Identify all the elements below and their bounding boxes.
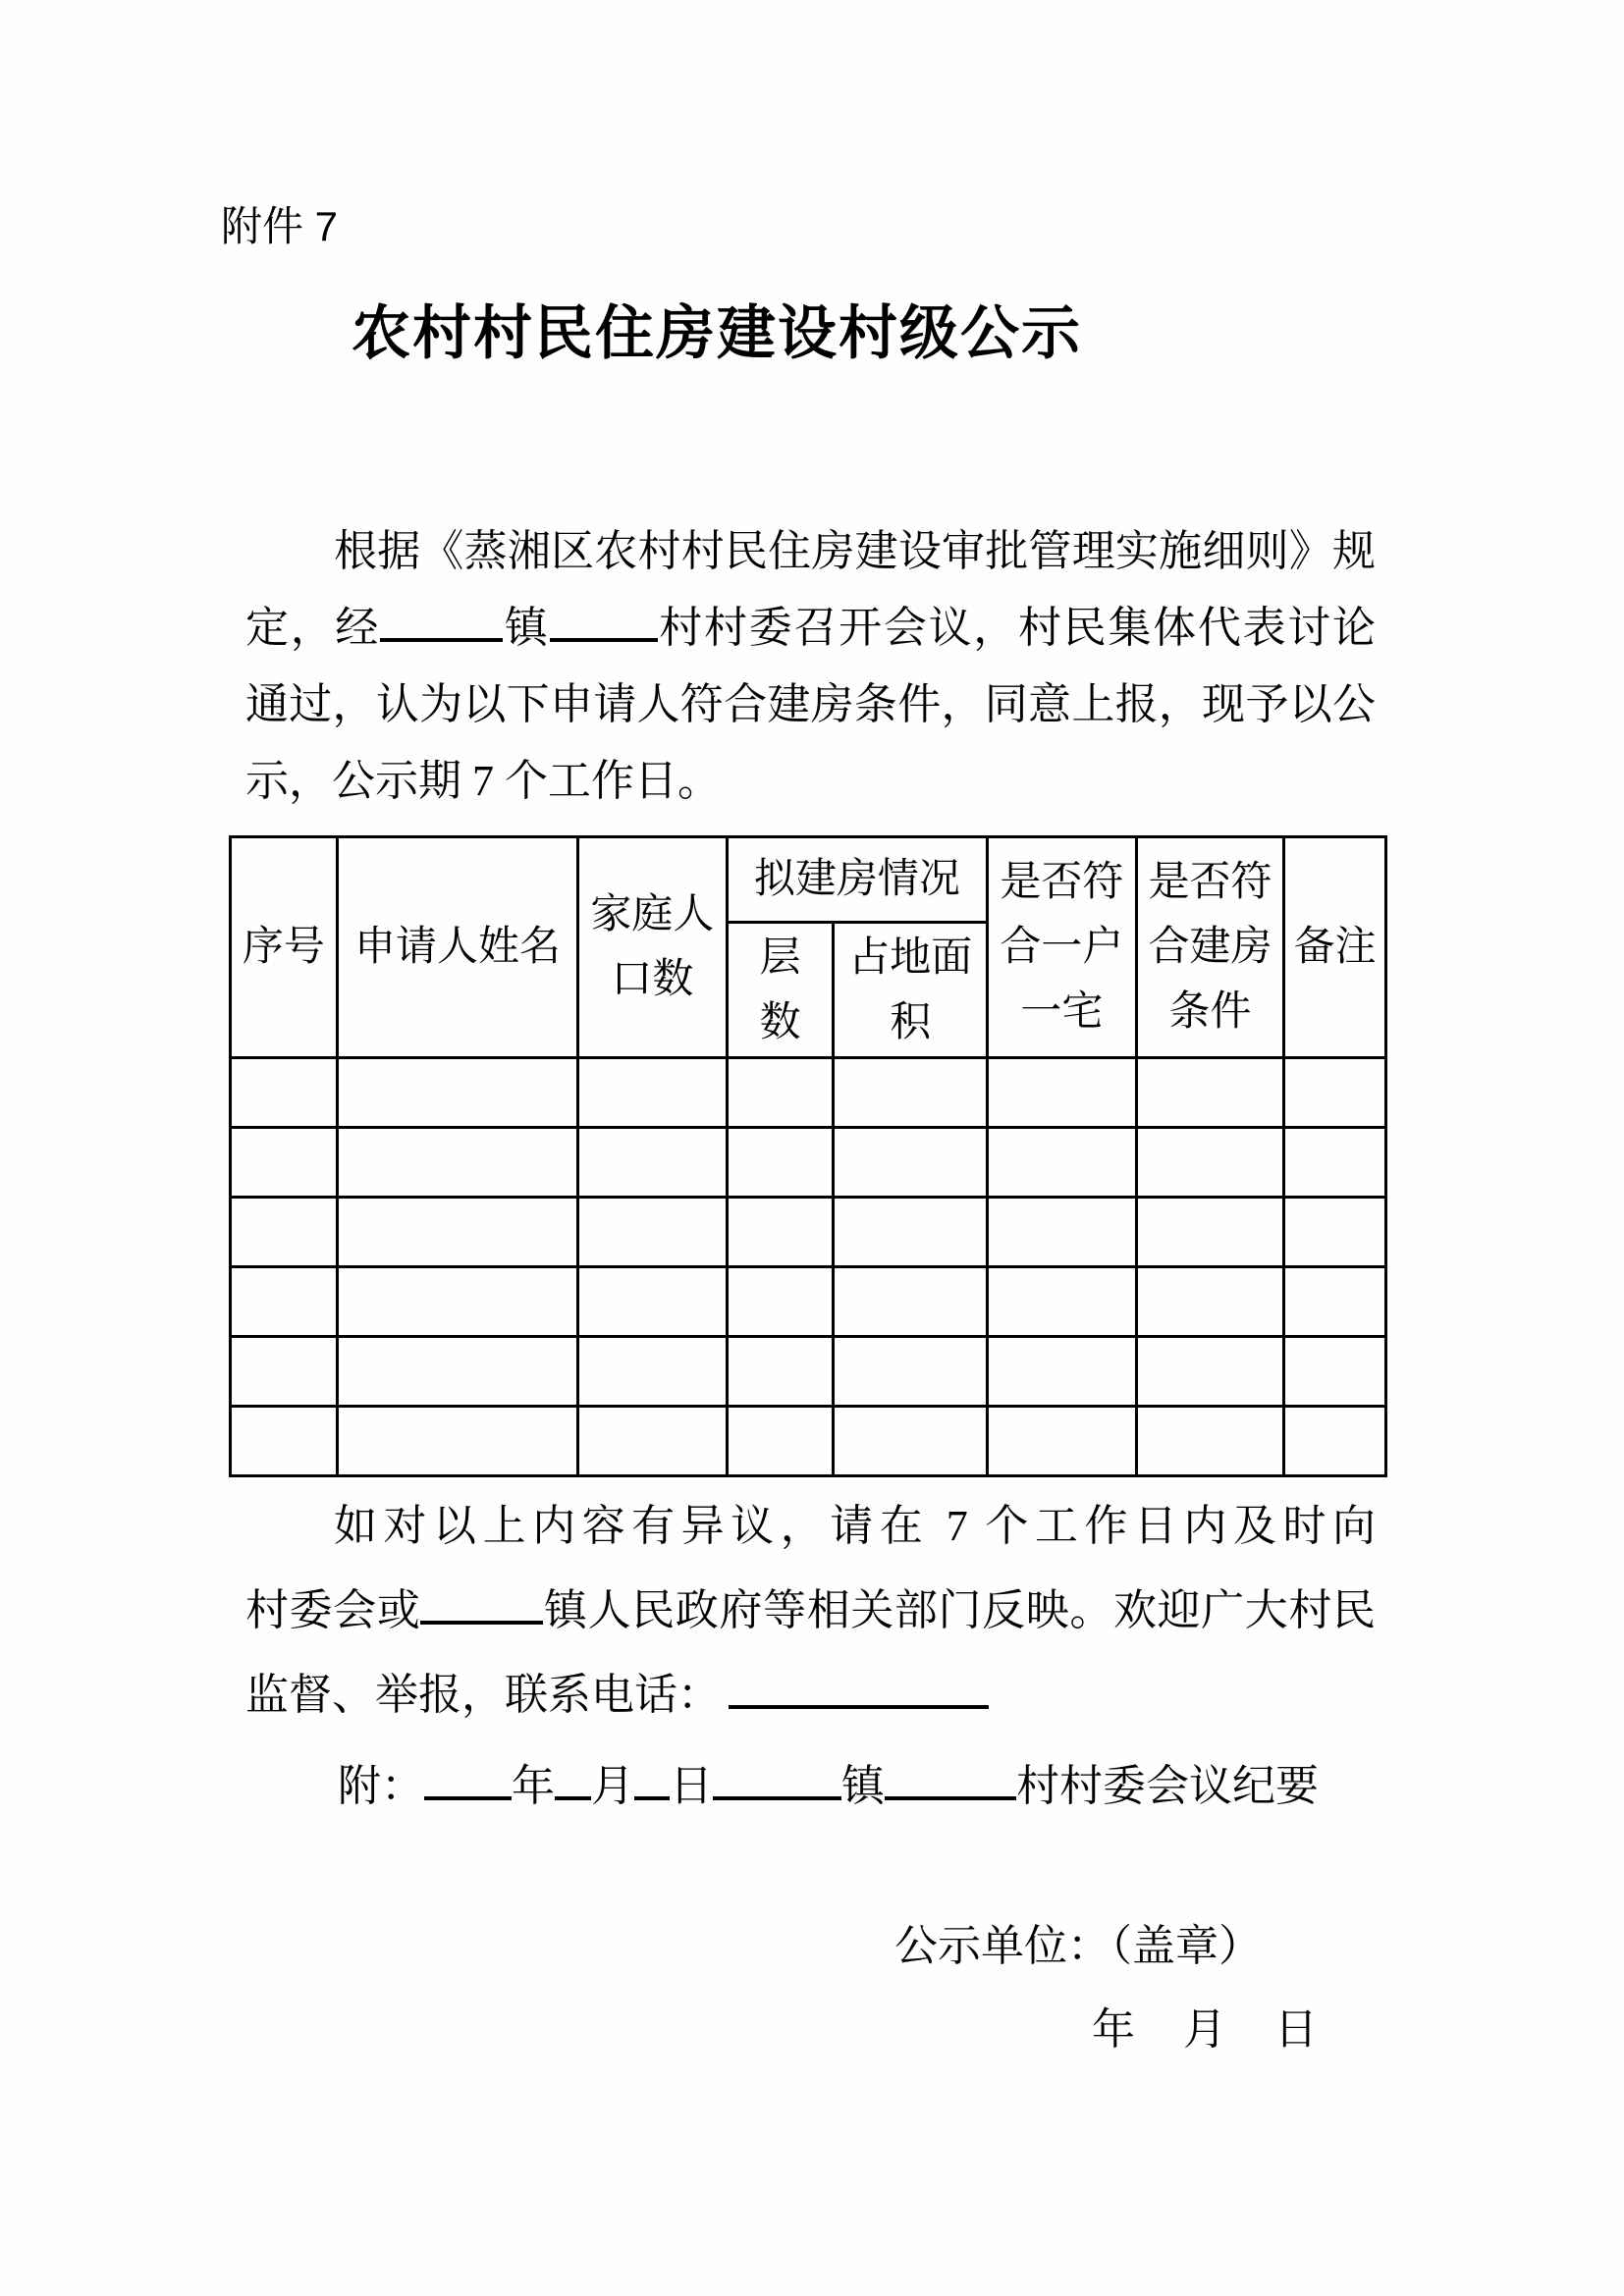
- notice-line-3: [245, 1653, 1376, 1737]
- footer-day-label: 日: [1274, 2005, 1318, 2054]
- cell-seq: [231, 1128, 338, 1198]
- cell-one-household-one-house: [988, 1128, 1137, 1198]
- cell-land-area: [834, 1128, 988, 1198]
- attachment-note-month: 月: [591, 1762, 634, 1810]
- table-header: [231, 837, 1386, 1058]
- cell-family-size: [578, 1407, 728, 1476]
- intro-line-1: 根据《蒸湘区农村村民住房建设审批管理实施细则》规: [334, 527, 1376, 575]
- notice-line-2-text-b: 镇人民政府等相关部门反映。欢迎广大村民: [543, 1586, 1377, 1634]
- cell-floors: [727, 1337, 834, 1407]
- cell-applicant-name: [337, 1128, 577, 1198]
- cell-land-area: [834, 1198, 988, 1267]
- column-header-one-household-one-house: 是否符合一户一宅: [988, 837, 1137, 1058]
- notice-paragraph: [245, 1484, 1376, 1737]
- notice-line-1: 如对以上内容有异议，请在 7 个工作日内及时向: [334, 1502, 1376, 1550]
- attachment-note-town: 镇: [841, 1762, 885, 1810]
- cell-floors: [727, 1128, 834, 1198]
- cell-family-size: [578, 1128, 728, 1198]
- cell-build-condition: [1136, 1337, 1284, 1407]
- cell-land-area: [834, 1058, 988, 1128]
- table-row: [231, 1267, 1386, 1337]
- note-town-blank-line: [713, 1761, 841, 1800]
- intro-line-2-text-c: 村村委召开会议，村民集体代表讨论: [657, 604, 1377, 652]
- cell-seq: [231, 1198, 338, 1267]
- cell-remarks: [1284, 1407, 1386, 1476]
- cell-floors: [727, 1407, 834, 1476]
- cell-one-household-one-house: [988, 1058, 1137, 1128]
- column-header-remarks: 备注: [1284, 837, 1386, 1058]
- town-blank-line: [380, 603, 503, 642]
- cell-floors: [727, 1267, 834, 1337]
- column-header-applicant-name: 申请人姓名: [337, 837, 577, 1058]
- issuing-unit-seal-label: 公示单位：（盖章）: [894, 1922, 1262, 1970]
- notice-line-2-text-a: 村委会或: [245, 1586, 421, 1634]
- intro-line-2: [245, 590, 1376, 667]
- cell-land-area: [834, 1337, 988, 1407]
- table-row: [231, 1128, 1386, 1198]
- cell-family-size: [578, 1267, 728, 1337]
- column-header-seq: 序号: [231, 837, 338, 1058]
- attachment-note-year: 年: [512, 1762, 555, 1810]
- cell-remarks: [1284, 1128, 1386, 1198]
- column-header-floors: [727, 923, 834, 1058]
- cell-seq: [231, 1337, 338, 1407]
- cell-land-area: [834, 1407, 988, 1476]
- applicants-table: [229, 835, 1387, 1477]
- note-year-blank-line: [424, 1761, 512, 1800]
- cell-family-size: [578, 1337, 728, 1407]
- column-header-floors-label: 层数: [759, 934, 801, 1045]
- cell-family-size: [578, 1058, 728, 1128]
- cell-remarks: [1284, 1337, 1386, 1407]
- column-header-planned-build: 拟建房情况: [727, 837, 987, 923]
- cell-applicant-name: [337, 1337, 577, 1407]
- table-row: [231, 1407, 1386, 1476]
- cell-one-household-one-house: [988, 1198, 1137, 1267]
- footer-date-line: [1092, 1988, 1318, 2072]
- attachment-note-day: 日: [670, 1762, 713, 1810]
- cell-applicant-name: [337, 1267, 577, 1337]
- cell-seq: [231, 1407, 338, 1476]
- table-body: [231, 1058, 1386, 1476]
- footer-month-label: 月: [1183, 2005, 1226, 2054]
- cell-build-condition: [1136, 1267, 1284, 1337]
- attachment-note-suffix: 村村委会议纪要: [1016, 1762, 1319, 1810]
- attachment-number-label: 附件 7: [221, 203, 339, 249]
- cell-remarks: [1284, 1058, 1386, 1128]
- cell-floors: [727, 1058, 834, 1128]
- notice-line-2: [245, 1569, 1376, 1653]
- cell-build-condition: [1136, 1128, 1284, 1198]
- cell-floors: [727, 1198, 834, 1267]
- cell-applicant-name: [337, 1198, 577, 1267]
- intro-line-3: 通过，认为以下申请人符合建房条件，同意上报，现予以公: [245, 680, 1376, 728]
- note-month-blank-line: [555, 1761, 591, 1800]
- column-header-family-size: 家庭人口数: [578, 837, 728, 1058]
- intro-line-4: 示，公示期 7 个工作日。: [245, 757, 721, 805]
- cell-build-condition: [1136, 1407, 1284, 1476]
- cell-one-household-one-house: [988, 1407, 1137, 1476]
- intro-paragraph: [245, 513, 1376, 820]
- cell-one-household-one-house: [988, 1337, 1137, 1407]
- note-day-blank-line: [634, 1761, 670, 1800]
- village-blank-line: [550, 603, 658, 642]
- contact-phone-label: 监督、举报，联系电话：: [245, 1671, 721, 1719]
- cell-family-size: [578, 1198, 728, 1267]
- footer-year-label: 年: [1092, 2005, 1135, 2054]
- note-village-blank-line: [885, 1761, 1016, 1800]
- intro-line-2-text-a: 定，经: [245, 604, 381, 652]
- cell-build-condition: [1136, 1058, 1284, 1128]
- attachment-note-prefix: 附：: [338, 1762, 424, 1810]
- table-row: [231, 1198, 1386, 1267]
- cell-land-area: [834, 1267, 988, 1337]
- column-header-build-condition: 是否符合建房条件: [1136, 837, 1284, 1058]
- table-row: [231, 1337, 1386, 1407]
- cell-build-condition: [1136, 1198, 1284, 1267]
- cell-applicant-name: [337, 1058, 577, 1128]
- column-header-land-area: 占地面积: [834, 923, 988, 1058]
- cell-applicant-name: [337, 1407, 577, 1476]
- cell-one-household-one-house: [988, 1267, 1137, 1337]
- document-title: 农村村民住房建设村级公示: [352, 301, 1082, 366]
- phone-blank-line: [729, 1670, 989, 1709]
- cell-remarks: [1284, 1267, 1386, 1337]
- intro-line-2-text-b: 镇: [503, 604, 550, 652]
- notice-town-blank-line: [420, 1585, 543, 1625]
- cell-remarks: [1284, 1198, 1386, 1267]
- cell-seq: [231, 1058, 338, 1128]
- cell-seq: [231, 1267, 338, 1337]
- attachment-note-line: [245, 1744, 1376, 1829]
- table-row: [231, 1058, 1386, 1128]
